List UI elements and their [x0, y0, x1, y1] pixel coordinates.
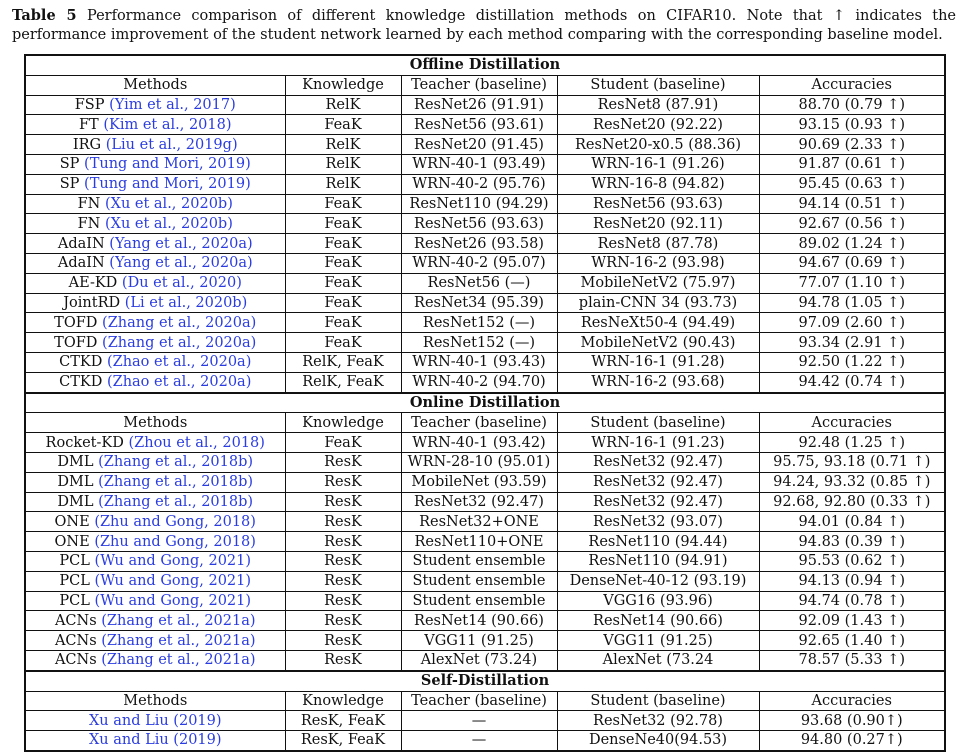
knowledge-cell: FeaK [285, 194, 401, 214]
method-name: CTKD [59, 374, 103, 391]
method-cell: FN (Xu et al., 2020b) [25, 214, 285, 234]
method-cell: AE-KD (Du et al., 2020) [25, 273, 285, 293]
table-row [25, 650, 945, 670]
accuracy-cell: 93.34 (2.91 ↑) [759, 333, 945, 353]
accuracy-cell: 94.01 (0.84 ↑) [759, 512, 945, 532]
knowledge-cell: ResK [285, 611, 401, 631]
method-name: Rocket-KD [45, 434, 124, 451]
method-cell: PCL (Wu and Gong, 2021) [25, 571, 285, 591]
citation-link: Yang et al., 2020a [114, 255, 247, 272]
results-table-container [24, 54, 944, 752]
section-header-row [25, 393, 945, 413]
knowledge-cell: RelK [285, 135, 401, 155]
teacher-cell: ResNet20 (91.45) [401, 135, 557, 155]
citation-link: Zhang et al., 2018b [103, 493, 248, 510]
student-cell: ResNet56 (93.63) [557, 194, 759, 214]
method-cell: DML (Zhang et al., 2018b) [25, 472, 285, 492]
method-name: FT [78, 116, 99, 133]
accuracy-cell: 92.09 (1.43 ↑) [759, 611, 945, 631]
student-cell: WRN-16-2 (93.68) [557, 372, 759, 392]
accuracy-cell: 97.09 (2.60 ↑) [759, 313, 945, 333]
method-cell: IRG (Liu et al., 2019g) [25, 135, 285, 155]
method-name: FN [77, 215, 101, 232]
table-row [25, 433, 945, 453]
teacher-cell: Student ensemble [401, 551, 557, 571]
method-name: JointRD [63, 294, 121, 311]
knowledge-cell: FeaK [285, 273, 401, 293]
student-cell: ResNet14 (90.66) [557, 611, 759, 631]
teacher-cell: ResNet32+ONE [401, 512, 557, 532]
column-header: Methods [25, 413, 285, 433]
column-header: Teacher (baseline) [401, 75, 557, 95]
table-row [25, 611, 945, 631]
citation-link: Liu et al., 2019g [111, 136, 232, 153]
table-row [25, 135, 945, 155]
student-cell: ResNet8 (87.78) [557, 234, 759, 254]
knowledge-cell: RelK [285, 154, 401, 174]
citation-link: Zhu and Gong, 2018 [99, 533, 251, 550]
accuracy-cell: 95.75, 93.18 (0.71 ↑) [759, 452, 945, 472]
citation-link: Zhang et al., 2021a [106, 612, 250, 629]
knowledge-cell: FeaK [285, 293, 401, 313]
teacher-cell: — [401, 711, 557, 731]
table-row [25, 492, 945, 512]
table-row [25, 551, 945, 571]
method-cell: FSP (Yim et al., 2017) [25, 95, 285, 115]
table-row [25, 512, 945, 532]
teacher-cell: WRN-40-2 (95.76) [401, 174, 557, 194]
teacher-cell: WRN-40-2 (95.07) [401, 253, 557, 273]
knowledge-cell: ResK [285, 532, 401, 552]
method-cell: TOFD (Zhang et al., 2020a) [25, 313, 285, 333]
student-cell: DenseNe40(94.53) [557, 731, 759, 751]
table-body [25, 55, 945, 751]
citation-link: Zhang et al., 2020a [107, 334, 251, 351]
method-name: AdaIN [57, 235, 105, 252]
accuracy-cell: 94.24, 93.32 (0.85 ↑) [759, 472, 945, 492]
table-row [25, 174, 945, 194]
teacher-cell: ResNet56 (93.63) [401, 214, 557, 234]
citation-link: Zhang et al., 2020a [107, 314, 251, 331]
student-cell: ResNet32 (92.47) [557, 452, 759, 472]
citation-link: Xu and Liu (2019) [88, 732, 222, 749]
accuracy-cell: 94.80 (0.27↑) [759, 731, 945, 751]
method-name: SP [59, 156, 80, 173]
teacher-cell: WRN-40-1 (93.42) [401, 433, 557, 453]
table-row [25, 214, 945, 234]
method-cell: CTKD (Zhao et al., 2020a) [25, 352, 285, 372]
citation-link: Du et al., 2020 [127, 275, 237, 292]
citation-link: Li et al., 2020b [130, 294, 242, 311]
knowledge-cell: FeaK [285, 333, 401, 353]
citation-link: Zhu and Gong, 2018 [99, 513, 251, 530]
accuracy-cell: 92.50 (1.22 ↑) [759, 352, 945, 372]
method-name: AE-KD [68, 275, 118, 292]
column-header: Student (baseline) [557, 691, 759, 711]
table-row [25, 532, 945, 552]
teacher-cell: ResNet32 (92.47) [401, 492, 557, 512]
citation-link: Zhou et al., 2018 [134, 434, 260, 451]
column-header: Teacher (baseline) [401, 691, 557, 711]
knowledge-cell: RelK [285, 95, 401, 115]
accuracy-cell: 92.48 (1.25 ↑) [759, 433, 945, 453]
citation-link: Wu and Gong, 2021 [100, 553, 246, 570]
column-header: Knowledge [285, 75, 401, 95]
method-cell: JointRD (Li et al., 2020b) [25, 293, 285, 313]
citation-link: Tung and Mori, 2019 [89, 156, 246, 173]
student-cell: MobileNetV2 (90.43) [557, 333, 759, 353]
accuracy-cell: 90.69 (2.33 ↑) [759, 135, 945, 155]
teacher-cell: VGG11 (91.25) [401, 631, 557, 651]
table-row [25, 452, 945, 472]
student-cell: ResNet20-x0.5 (88.36) [557, 135, 759, 155]
method-cell: PCL (Wu and Gong, 2021) [25, 591, 285, 611]
method-name: DML [57, 454, 94, 471]
method-name: FSP [74, 96, 105, 113]
method-cell: ONE (Zhu and Gong, 2018) [25, 532, 285, 552]
caption-label: Table 5 [12, 7, 77, 24]
knowledge-cell: ResK, FeaK [285, 711, 401, 731]
accuracy-cell: 78.57 (5.33 ↑) [759, 650, 945, 670]
citation-link: Zhao et al., 2020a [112, 354, 246, 371]
table-row [25, 571, 945, 591]
student-cell: MobileNetV2 (75.97) [557, 273, 759, 293]
method-name: DML [57, 474, 94, 491]
method-name: TOFD [54, 334, 98, 351]
knowledge-cell: ResK [285, 492, 401, 512]
method-cell [25, 711, 285, 731]
column-header: Knowledge [285, 691, 401, 711]
student-cell: WRN-16-2 (93.98) [557, 253, 759, 273]
accuracy-cell: 94.14 (0.51 ↑) [759, 194, 945, 214]
table-row [25, 115, 945, 135]
table-row [25, 372, 945, 392]
accuracy-cell: 93.68 (0.90↑) [759, 711, 945, 731]
teacher-cell: ResNet56 (—) [401, 273, 557, 293]
table-row [25, 711, 945, 731]
section-header-row [25, 55, 945, 75]
teacher-cell: ResNet56 (93.61) [401, 115, 557, 135]
student-cell: ResNet32 (93.07) [557, 512, 759, 532]
teacher-cell: ResNet14 (90.66) [401, 611, 557, 631]
method-name: CTKD [59, 354, 103, 371]
citation-link: Yim et al., 2017 [114, 96, 231, 113]
accuracy-cell: 95.53 (0.62 ↑) [759, 551, 945, 571]
column-header: Accuracies [759, 691, 945, 711]
citation-link: Zhang et al., 2018b [103, 474, 248, 491]
student-cell: ResNet32 (92.47) [557, 492, 759, 512]
citation-link: Xu and Liu (2019) [88, 712, 222, 729]
student-cell: VGG11 (91.25) [557, 631, 759, 651]
accuracy-cell: 92.65 (1.40 ↑) [759, 631, 945, 651]
method-cell: AdaIN (Yang et al., 2020a) [25, 253, 285, 273]
section-title: Online Distillation [25, 393, 945, 413]
citation-link: Tung and Mori, 2019 [89, 176, 246, 193]
column-header: Student (baseline) [557, 413, 759, 433]
column-header: Methods [25, 691, 285, 711]
method-cell: PCL (Wu and Gong, 2021) [25, 551, 285, 571]
method-cell: Rocket-KD (Zhou et al., 2018) [25, 433, 285, 453]
teacher-cell: WRN-40-1 (93.49) [401, 154, 557, 174]
accuracy-cell: 95.45 (0.63 ↑) [759, 174, 945, 194]
method-cell: SP (Tung and Mori, 2019) [25, 174, 285, 194]
knowledge-cell: ResK [285, 571, 401, 591]
method-cell: ACNs (Zhang et al., 2021a) [25, 650, 285, 670]
table-row [25, 472, 945, 492]
table-row [25, 313, 945, 333]
accuracy-cell: 92.67 (0.56 ↑) [759, 214, 945, 234]
accuracy-cell: 94.13 (0.94 ↑) [759, 571, 945, 591]
method-name: ACNs [54, 652, 97, 669]
caption-text: Performance comparison of different knowledge distillation methods on CIFAR10. Note that ↑ indicates the performance improvement of the student network learned by each method comparing with the corresponding baseline model. [12, 8, 957, 43]
table-row [25, 352, 945, 372]
citation-link: Zhang et al., 2018b [103, 454, 248, 471]
teacher-cell: Student ensemble [401, 591, 557, 611]
citation-link: Zhang et al., 2021a [106, 652, 250, 669]
method-name: PCL [59, 592, 90, 609]
section-title: Self-Distillation [25, 671, 945, 691]
student-cell: WRN-16-1 (91.23) [557, 433, 759, 453]
accuracy-cell: 91.87 (0.61 ↑) [759, 154, 945, 174]
student-cell: WRN-16-1 (91.26) [557, 154, 759, 174]
accuracy-cell: 93.15 (0.93 ↑) [759, 115, 945, 135]
student-cell: DenseNet-40-12 (93.19) [557, 571, 759, 591]
table-row [25, 293, 945, 313]
knowledge-cell: FeaK [285, 234, 401, 254]
teacher-cell: ResNet110+ONE [401, 532, 557, 552]
accuracy-cell: 89.02 (1.24 ↑) [759, 234, 945, 254]
table-row [25, 234, 945, 254]
method-name: SP [59, 176, 80, 193]
method-name: IRG [72, 136, 102, 153]
knowledge-cell: FeaK [285, 115, 401, 135]
citation-link: Yang et al., 2020a [114, 235, 247, 252]
accuracy-cell: 92.68, 92.80 (0.33 ↑) [759, 492, 945, 512]
table-caption [12, 6, 956, 45]
student-cell: WRN-16-1 (91.28) [557, 352, 759, 372]
section-title: Offline Distillation [25, 55, 945, 75]
method-name: DML [57, 493, 94, 510]
accuracy-cell: 94.74 (0.78 ↑) [759, 591, 945, 611]
table-row [25, 591, 945, 611]
accuracy-cell: 77.07 (1.10 ↑) [759, 273, 945, 293]
table-row [25, 95, 945, 115]
student-cell: ResNet110 (94.91) [557, 551, 759, 571]
teacher-cell: WRN-40-2 (94.70) [401, 372, 557, 392]
student-cell: ResNet32 (92.47) [557, 472, 759, 492]
accuracy-cell: 94.78 (1.05 ↑) [759, 293, 945, 313]
citation-link: Kim et al., 2018 [108, 116, 226, 133]
citation-link: Xu et al., 2020b [110, 215, 228, 232]
method-name: ACNs [54, 632, 97, 649]
teacher-cell: ResNet26 (91.91) [401, 95, 557, 115]
method-cell: CTKD (Zhao et al., 2020a) [25, 372, 285, 392]
citation-link: Wu and Gong, 2021 [100, 592, 246, 609]
teacher-cell: ResNet34 (95.39) [401, 293, 557, 313]
accuracy-cell: 88.70 (0.79 ↑) [759, 95, 945, 115]
method-name: AdaIN [57, 255, 105, 272]
student-cell: ResNeXt50-4 (94.49) [557, 313, 759, 333]
student-cell: ResNet20 (92.22) [557, 115, 759, 135]
knowledge-cell: RelK, FeaK [285, 352, 401, 372]
student-cell: ResNet20 (92.11) [557, 214, 759, 234]
citation-link: Xu et al., 2020b [110, 195, 228, 212]
knowledge-cell: FeaK [285, 214, 401, 234]
knowledge-cell: FeaK [285, 433, 401, 453]
table-row [25, 631, 945, 651]
method-cell: FN (Xu et al., 2020b) [25, 194, 285, 214]
citation-link: Zhang et al., 2021a [106, 632, 250, 649]
student-cell: VGG16 (93.96) [557, 591, 759, 611]
knowledge-cell: RelK, FeaK [285, 372, 401, 392]
knowledge-cell: FeaK [285, 313, 401, 333]
teacher-cell: Student ensemble [401, 571, 557, 591]
teacher-cell: ResNet110 (94.29) [401, 194, 557, 214]
method-cell: ACNs (Zhang et al., 2021a) [25, 631, 285, 651]
method-cell: TOFD (Zhang et al., 2020a) [25, 333, 285, 353]
accuracy-cell: 94.42 (0.74 ↑) [759, 372, 945, 392]
teacher-cell: WRN-28-10 (95.01) [401, 452, 557, 472]
method-cell: FT (Kim et al., 2018) [25, 115, 285, 135]
knowledge-cell: ResK [285, 472, 401, 492]
method-cell [25, 731, 285, 751]
teacher-cell: MobileNet (93.59) [401, 472, 557, 492]
method-cell: SP (Tung and Mori, 2019) [25, 154, 285, 174]
teacher-cell: ResNet26 (93.58) [401, 234, 557, 254]
column-header: Student (baseline) [557, 75, 759, 95]
method-cell: DML (Zhang et al., 2018b) [25, 452, 285, 472]
method-name: TOFD [54, 314, 98, 331]
table-row [25, 154, 945, 174]
column-header-row [25, 413, 945, 433]
column-header: Knowledge [285, 413, 401, 433]
knowledge-cell: ResK [285, 631, 401, 651]
method-name: FN [77, 195, 101, 212]
method-name: ACNs [54, 612, 97, 629]
column-header-row [25, 691, 945, 711]
column-header: Accuracies [759, 413, 945, 433]
column-header-row [25, 75, 945, 95]
knowledge-cell: ResK [285, 650, 401, 670]
table-row [25, 273, 945, 293]
results-table [24, 54, 946, 752]
teacher-cell: AlexNet (73.24) [401, 650, 557, 670]
method-name: ONE [54, 513, 90, 530]
knowledge-cell: ResK [285, 591, 401, 611]
column-header: Teacher (baseline) [401, 413, 557, 433]
student-cell: ResNet110 (94.44) [557, 532, 759, 552]
section-header-row [25, 671, 945, 691]
student-cell: ResNet32 (92.78) [557, 711, 759, 731]
knowledge-cell: ResK [285, 551, 401, 571]
method-name: PCL [59, 573, 90, 590]
knowledge-cell: RelK [285, 174, 401, 194]
knowledge-cell: FeaK [285, 253, 401, 273]
method-name: ONE [54, 533, 90, 550]
method-cell: ACNs (Zhang et al., 2021a) [25, 611, 285, 631]
method-cell: ONE (Zhu and Gong, 2018) [25, 512, 285, 532]
knowledge-cell: ResK [285, 452, 401, 472]
accuracy-cell: 94.83 (0.39 ↑) [759, 532, 945, 552]
method-name: PCL [59, 553, 90, 570]
teacher-cell: ResNet152 (—) [401, 313, 557, 333]
table-row [25, 194, 945, 214]
column-header: Accuracies [759, 75, 945, 95]
knowledge-cell: ResK [285, 512, 401, 532]
teacher-cell: ResNet152 (—) [401, 333, 557, 353]
method-cell: AdaIN (Yang et al., 2020a) [25, 234, 285, 254]
student-cell: WRN-16-8 (94.82) [557, 174, 759, 194]
table-row [25, 333, 945, 353]
citation-link: Zhao et al., 2020a [112, 374, 246, 391]
column-header: Methods [25, 75, 285, 95]
student-cell: ResNet8 (87.91) [557, 95, 759, 115]
citation-link: Wu and Gong, 2021 [100, 573, 246, 590]
teacher-cell: WRN-40-1 (93.43) [401, 352, 557, 372]
method-cell: DML (Zhang et al., 2018b) [25, 492, 285, 512]
student-cell: plain-CNN 34 (93.73) [557, 293, 759, 313]
table-row [25, 731, 945, 751]
teacher-cell: — [401, 731, 557, 751]
accuracy-cell: 94.67 (0.69 ↑) [759, 253, 945, 273]
knowledge-cell: ResK, FeaK [285, 731, 401, 751]
table-row [25, 253, 945, 273]
student-cell: AlexNet (73.24 [557, 650, 759, 670]
